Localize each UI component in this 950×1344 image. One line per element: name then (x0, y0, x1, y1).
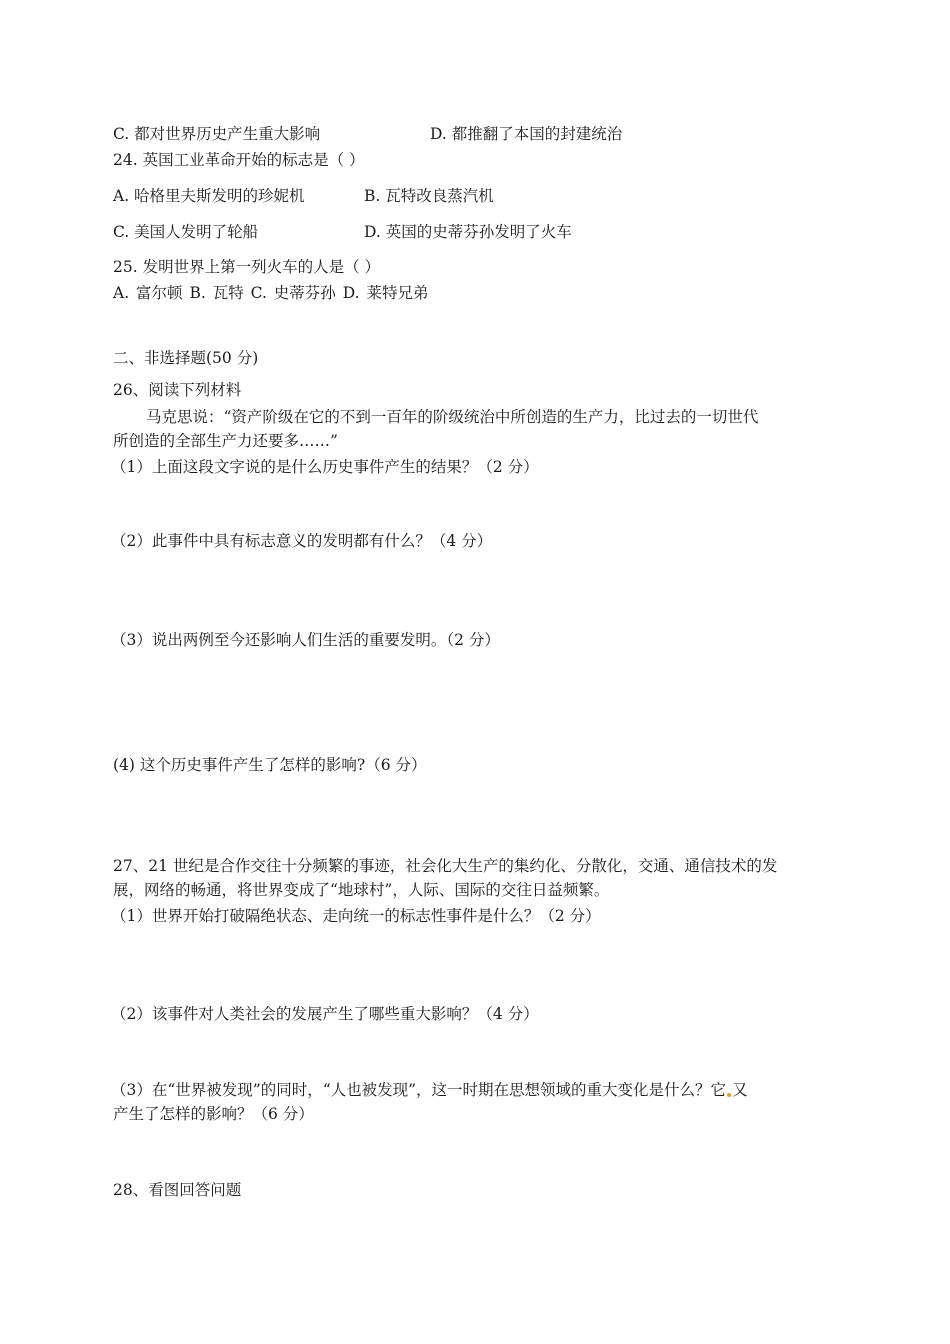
q23-option-d: D. 都推翻了本国的封建统治 (430, 125, 623, 143)
q26-subquestion-1: （1）上面这段文字说的是什么历史事件产生的结果？（2 分） (111, 458, 539, 476)
q26-quote-line-1: 马克思说：“资产阶级在它的不到一百年的阶级统治中所创造的生产力，比过去的一切世代 (146, 408, 759, 426)
q27-stem-line-1: 27、21 世纪是合作交往十分频繁的事迹，社会化大生产的集约化、分散化，交通、通信技术的发 (113, 857, 778, 875)
q26-subquestion-2: （2）此事件中具有标志意义的发明都有什么？（4 分） (111, 532, 493, 550)
q26-stem: 26、阅读下列材料 (113, 381, 242, 399)
section-2-title: 二、非选择题(50 分) (113, 349, 259, 367)
q28-stem: 28、看图回答问题 (113, 1181, 242, 1199)
q27-subquestion-3-line-2: 产生了怎样的影响？（6 分） (113, 1105, 314, 1123)
q26-subquestion-3: （3）说出两例至今还影响人们生活的重要发明。（2 分） (111, 631, 500, 649)
q26-quote-line-2: 所创造的全部生产力还要多……” (113, 432, 338, 450)
q27-subquestion-1: （1）世界开始打破隔绝状态、走向统一的标志性事件是什么？（2 分） (111, 907, 601, 925)
q24-option-d: D. 英国的史蒂芬孙发明了火车 (364, 223, 572, 241)
q24-option-b: B. 瓦特改良蒸汽机 (364, 187, 494, 205)
q27-subquestion-3-end: 又 (732, 1081, 748, 1099)
q25-options: A. 富尔顿 B. 瓦特 C. 史蒂芬孙 D. 莱特兄弟 (113, 284, 429, 302)
q24-option-c: C. 美国人发明了轮船 (113, 223, 259, 241)
q24-option-a: A. 哈格里夫斯发明的珍妮机 (113, 187, 305, 205)
q25-stem: 25. 发明世界上第一列火车的人是（ ） (113, 258, 381, 276)
q24-stem: 24. 英国工业革命开始的标志是（ ） (113, 151, 365, 169)
q26-subquestion-4: (4) 这个历史事件产生了怎样的影响?（6 分） (113, 756, 427, 774)
q23-option-c: C. 都对世界历史产生重大影响 (113, 125, 321, 143)
annotation-dot-icon (727, 1093, 731, 1097)
q27-subquestion-3-line-1 (111, 1080, 748, 1100)
q27-subquestion-3-text: （3）在“世界被发现”的同时，“人也被发现”，这一时期在思想领域的重大变化是什么？它 (111, 1081, 727, 1099)
q27-subquestion-2: （2）该事件对人类社会的发展产生了哪些重大影响？（4 分） (111, 1005, 539, 1023)
q27-stem-line-2: 展，网络的畅通，将世界变成了“地球村”，人际、国际的交往日益频繁。 (113, 881, 610, 899)
